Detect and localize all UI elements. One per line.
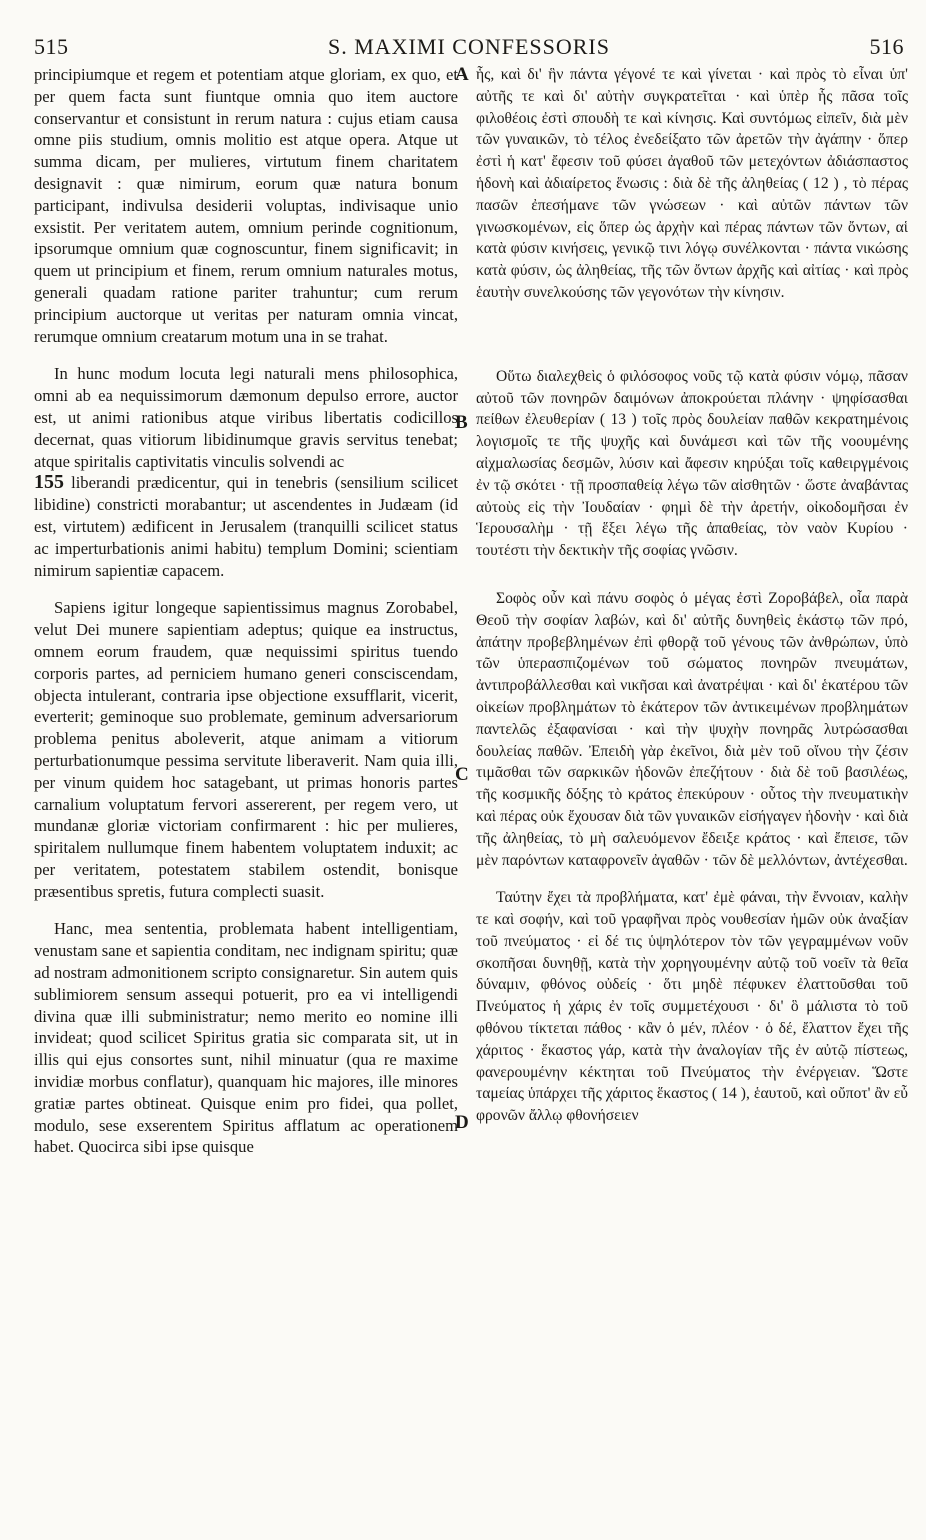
latin-paragraph-2: In hunc modum locuta legi naturali mens philosophica, omni ab ea nequissimorum dæmonum depulso errore, auctor est, ut animi rationibus atque viribus libertatis codicillos decernat, quas vitiorum libidinumque gravis servitus tenebat; atque spiritalis captivitatis vinculis solvendi ac [34,364,458,471]
column-number: 155 [34,471,64,494]
margin-marker-b: B [455,412,468,433]
greek-paragraph-2: Οὕτω διαλεχθεὶς ὁ φιλόσοφος νοῦς τῷ κατὰ φύσιν νόμῳ, πᾶσαν αὐτοῦ τῶν πονηρῶν δαιμόνων ἀποκρούεται πλάνην · ψηφίσασθαι πείθων ἐλευθερίαν ( 13 ) τοῖς πρὸς δουλείαν παθῶν κεκρατημένοις λογισμοῖς τε τῆς ψυχῆς καὶ δυνάμεσι καὶ τῶν τῆς νοουμένης αἰχμαλωσίας δεσμῶν, λύσιν καὶ ἄφεσιν κηρύξαι τοῖς καθειργμένοις ἐν τῷ σκότει · τῇ προσπαθείᾳ λέγω τῶν αἰσθητῶν · ὥστε ἀναβάντας αὐτοὺς εἰς τὴν Ἰουδαίαν · φημὶ δὲ τὴν ἀρετήν, οἰκοδομῆσαι ἐν Ἱερουσαλὴμ · τῇ ἕξει λέγω τῆς ἀπαθείας, τὸν ναὸν Κυρίου · τουτέστι τὴν δεκτικὴν τῆς σοφίας γνῶσιν. [476,367,908,560]
latin-column [34,64,458,1158]
latin-paragraph-2-cont [34,472,458,581]
greek-paragraph-1: ἧς, καὶ δι' ἣν πάντα γέγονέ τε καὶ γίνεται · καὶ πρὸς τὸ εἶναι ὑπ' αὐτῆς τε καὶ δι' αὐτὴν συγκρατεῖται · καὶ ὑπὲρ ἧς πᾶσα τοῖς φιλοθέοις ἐστὶ σπουδὴ τε καὶ κίνησις. Καὶ συντόμως εἰπεῖν, διὰ μὲν τῶν γυναικῶν, τὸ τέλος ἐνεδείξατο τῶν ἀρετῶν τὴν ἀγάπην · ὅπερ ἐστὶ ἡ κατ' ἔφεσιν τοῦ φύσει ἀγαθοῦ τῶν μετεχόντων ἀδιάσπαστος ἡδονὴ καὶ ἀδιαίρετος ἕνωσις : διὰ δὲ τῆς ἀληθείας ( 12 ) , τὸ πέρας πασῶν ἐπεσήμανε τῶν γνώσεων · καὶ αὐτῶν πάντων τῶν γινωσκομένων, εἰς ὅπερ ὡς ἀρχὴν καὶ πέρας πάντων τῶν ὄντων, αἱ κατὰ φύσιν κινήσεις, γενικῷ τινι λόγῳ συνέλκονται · πάντα νικώσης κατὰ φύσιν, ὡς ἀληθείας, τῆς τῶν ὄντων ἀρχῆς καὶ αἰτίας · καὶ πρὸς ἑαυτὴν συνελκούσης τῶν γεγονότων τὴν κίνησιν. [476,66,908,301]
page-number-left: 515 [34,34,69,59]
margin-marker-a: A [455,64,469,85]
margin-marker-d: D [455,1112,469,1133]
greek-column [476,64,908,1127]
page-number-right: 516 [869,34,904,59]
greek-paragraph-3: Σοφὸς οὖν καὶ πάνυ σοφὸς ὁ μέγας ἐστὶ Ζοροβάβελ, οἷα παρὰ Θεοῦ τὴν σοφίαν λαβών, καὶ δι' αὐτῆς δυνηθεὶς ἑκάστῳ τῶν πρό, ἀπάτην προβεβλημένων ἐπὶ φθορᾷ τοῦ γένους τῶν ἀνθρώπων, ὑπὸ τῶν ὑπερασπιζομένων τοῦ σώματος πονηρῶν πνευμάτων, ἀντιπροβάλλεσθαι καὶ νικῆσαι καὶ ἀνατρέψαι · καὶ δι' ἑκατέρου τῶν οἰκείων προβλημάτων τὸ ἑκάτερον τῶν ἀντικειμένων προβλημάτων παντελῶς ἐξαφανίσαι · καὶ τὴν ψυχὴν πονηρᾶς λυτρώσασθαι δουλείας παθῶν. Ἐπειδὴ γὰρ ἐκεῖνοι, διὰ μὲν τοῦ οἴνου τὴν ζέσιν τιμᾶσθαι τῶν σαρκικῶν ἡδονῶν ἐπεζήτουν · διὰ δὲ τοῦ βασιλέως, τῆς κοσμικῆς δόξης τὸ κράτος ἐπεκύρουν · οὗτος τὴν πνευματικὴν καὶ πέρας οὐκ ἔχουσαν διὰ τῶν γυναικῶν εἰσήγαγεν ἡδονὴν · καὶ διὰ τῆς ἀληθείας, τὸ μὴ σαλευόμενον ἔδειξε κράτος · καὶ ἔπεισε, τῶν μὲν παρόντων καταφρονεῖν ἀγαθῶν · τῶν δὲ μελλόντων, ἀντέχεσθαι. [476,589,908,869]
latin-paragraph-4: Hanc, mea sententia, problemata habent intelligentiam, venustam sane et sapientia conditam, nec indignam spiritu; quæ ad nostram admonitionem scripto consignaretur. Sin autem quis sublimiorem sensum assequi potuerit, pro ea vi intelligendi divina quæ illi subministratur; nemo merito eo nomine illi invideat; quod scilicet Spiritus gratia sic comparata sit, ut in illis qui ejus consortes sunt, nihil minuatur (qua re maxime invidiæ morbus conflatur), quanquam hic majores, ille minores gratiæ partes obtineat. Quisque enim pro fidei, qua pollet, modulo, sese exserentem Spiritus afflatum ac operationem habet. Quocirca sibi ipse quisque [34,919,458,1157]
greek-paragraph-4: Ταύτην ἔχει τὰ προβλήματα, κατ' ἐμὲ φάναι, τὴν ἔννοιαν, καλὴν τε καὶ σοφήν, καὶ τοῦ γραφῆναι πρὸς νουθεσίαν ἡμῶν οὐκ ἀναξίαν τοῦ πνεύματος · εἰ δέ τις ὑψηλότερον τὸν τῶν γεγραμμένων νοῦν σκοπῆσαι δυνηθῇ, κατὰ τὴν χορηγουμένην αὐτῷ τοῦ νοεῖν τὰ θεῖα δύναμιν, φθόνος οὐδείς · ὅτι μηδὲ πέφυκεν ἐλαττοῦσθαι τοῦ Πνεύματος ἡ χάρις ἐν τοῖς συμμετέχουσι · δι' ὃ μάλιστα τὸ τοῦ φθόνου τίκτεται πάθος · κἂν ὁ μέν, πλέον · ὁ δέ, ἔλαττον ἔχει τῆς χάριτος · ἕκαστος γάρ, κατὰ τὴν ἀναλογίαν τῆς ἐν αὐτῷ πίστεως, φανερουμένην κέκτηται τοῦ Πνεύματος τὴν ἐνέργειαν. Ὥστε ταμείας ὑπάρχει τῆς χάριτος ἕκαστος ( 14 ), ἑαυτοῦ, καὶ οὔποτ' ἂν εὖ φρονῶν ἄλλῳ φθονήσειεν [476,889,908,1125]
page-header [34,10,904,59]
margin-marker-c: C [455,764,469,785]
latin-paragraph-3: Sapiens igitur longeque sapientissimus magnus Zorobabel, velut Dei munere sapientiam adeptus; quique ea instructus, omnem eorum fraudem, quæ nequissimi spiritus tuendo corporis partes, ad perniciem humano generi consciscendam, objecta intulerant, contraria ipse objectione exsufflarit, vicerit, everterit; geminoque suo problemate, geminum adversariorum problema penitus aboleverit, atque animam a vitiorum perturbationumque pessima servitute liberaverit. Nam quia illi, per vinum quidem hoc satagebant, ut primas honoris partes carnalium voluptatum fervori assererent, per regem vero, ut mundanæ gloriæ victoriam confirmarent : hic per mulieres, spiritalem nullumque finem habentem voluptatem induxit; ac per veritatem, potestatem stabilem ostendit, bonisque præsentibus spretis, futura complecti suasit. [34,598,458,901]
latin-paragraph-2-tail: liberandi prædicentur, qui in tenebris (sensilium scilicet libidine) constricti morabantur; ut ascendentes in Judæam (id est, virtutem) ædificent in Jerusalem (tranquilli scilicet status ac imperturbationis animi habitu) templum Domini; scientiam nimirum sapientiæ capacem. [34,473,458,580]
running-title: S. MAXIMI CONFESSORIS [327,34,610,59]
latin-paragraph-1: principiumque et regem et potentiam atque gloriam, ex quo, et per quem facta sunt fiuntque omnia quo item auctore conservantur et consistunt in rerum natura : cujus etiam causa omne piis studium, omnis molitio est atque opera. Atque ut summa dicam, per mulieres, virtutum finem charitatem designavit : quæ nimirum, eorum quæ natura bonum participant, indivulsa desiderii voluptas, indivisaque unio exsistit. Per veritatem autem, omnium perinde cognitionum, ipsorumque omnium quæ cognoscuntur, finem significavit; in quem ut principium et finem, rerum omnium naturales motus, generali quadam ratione pariter trahuntur; cum rerum principium auctorque ut veritas per naturam omnia vincat, rerumque omnium creatarum motum una in se trahat. [34,65,458,346]
